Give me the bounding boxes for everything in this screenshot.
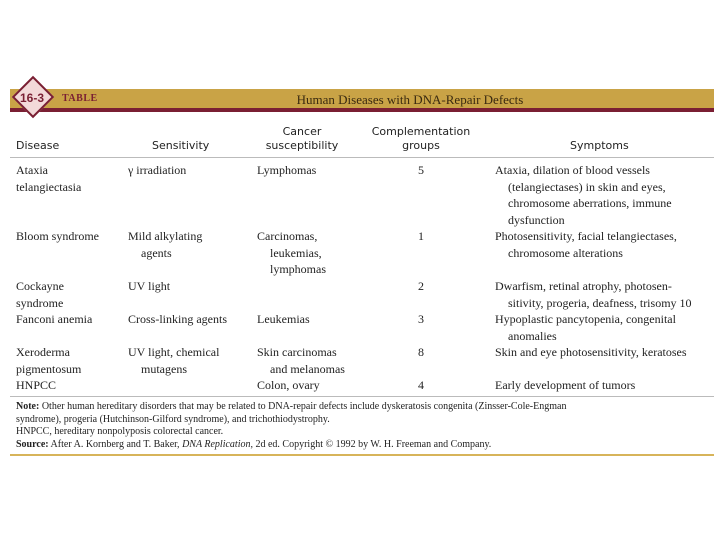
cell-line: Ataxia — [16, 163, 48, 177]
cell-line: Skin carcinomas — [257, 345, 337, 359]
cell-sensitivity — [128, 311, 227, 328]
cell-cancer — [257, 344, 345, 377]
cell-line: UV light — [128, 279, 171, 293]
cell-line: Leukemias — [257, 312, 310, 326]
cell-groups: 5 — [418, 163, 424, 177]
cell-disease — [16, 311, 92, 328]
cell-symptoms — [495, 377, 635, 394]
table-label: TABLE — [62, 93, 98, 104]
cell-sensitivity — [128, 162, 186, 179]
cell-line: Lymphomas — [257, 163, 317, 177]
cell-line: HNPCC — [16, 378, 57, 392]
cell-line: Skin and eye photosensitivity, keratoses — [495, 345, 687, 359]
cell-line: Dwarfism, retinal atrophy, photosen- — [495, 279, 672, 293]
cell-line: and melanomas — [270, 361, 345, 376]
col-symptoms: Symptoms — [570, 139, 629, 152]
cell-line: pigmentosum — [16, 361, 82, 376]
table-notes: Note: Other human hereditary disorders that may be related to DNA-repair defects include dyskeratosis congenita (Zinsser-Cole-Engman syndrome), progeria (Hutchinson-Gilford syndrome), and trichothiodystrophy. HNPCC, hereditary nonpolyposis colorectal cancer. Source: After A. Kornberg and T. Baker, DNA Replication, 2d ed. Copyright © 1992 by W. H. Freeman and Company. — [16, 401, 567, 450]
cell-disease — [16, 162, 81, 195]
cell-line: lymphomas — [270, 262, 326, 276]
cell-line: Cross-linking agents — [128, 312, 227, 326]
cell-line: agents — [141, 245, 172, 260]
cell-line: (telangiectases) in skin and eyes, — [508, 179, 666, 194]
table-number-badge: 16-3 — [12, 84, 52, 114]
cell-sensitivity — [128, 344, 219, 377]
col-cancer: Cancer susceptibility — [265, 125, 339, 152]
cell-disease — [16, 344, 81, 377]
cell-line: γ irradiation — [128, 163, 187, 177]
cell-line: Xeroderma — [16, 345, 70, 359]
cell-symptoms — [495, 278, 692, 311]
header-rule — [10, 157, 714, 158]
cell-line: Colon, ovary — [257, 378, 320, 392]
cell-line: mutagens — [141, 361, 187, 376]
cell-line: anomalies — [508, 328, 557, 343]
cell-groups: 1 — [418, 229, 424, 243]
cell-line: Carcinomas, — [257, 229, 318, 243]
cell-line: chromosome aberrations, immune — [508, 196, 672, 210]
col-sensitivity: Sensitivity — [152, 139, 210, 152]
cell-line: dysfunction — [508, 212, 565, 227]
cell-sensitivity — [128, 228, 202, 261]
table-title: Human Diseases with DNA-Repair Defects — [296, 92, 524, 107]
cell-line: Photosensitivity, facial telangiectases, — [495, 229, 677, 243]
cell-line: leukemias, — [270, 245, 322, 260]
cell-sensitivity — [128, 278, 170, 295]
cell-cancer — [257, 228, 326, 278]
col-groups: Complementation groups — [371, 125, 471, 152]
col-disease: Disease — [16, 139, 60, 152]
cell-cancer — [257, 377, 320, 394]
cell-line: Mild alkylating — [128, 229, 203, 243]
cell-line: syndrome — [16, 295, 64, 310]
cell-groups: 8 — [418, 345, 424, 359]
bottom-gold-rule — [10, 454, 714, 456]
cell-line: Ataxia, dilation of blood vessels — [495, 163, 650, 177]
cell-groups: 3 — [418, 312, 424, 326]
cell-symptoms — [495, 162, 672, 228]
cell-line: Early development of tumors — [495, 378, 636, 392]
cell-line: chromosome alterations — [508, 245, 623, 260]
cell-line: Hypoplastic pancytopenia, congenital — [495, 312, 676, 326]
cell-cancer — [257, 311, 310, 328]
cell-symptoms — [495, 228, 677, 261]
cell-line: Cockayne — [16, 279, 64, 293]
table-bottom-rule — [10, 396, 714, 397]
cell-symptoms — [495, 344, 687, 361]
cell-disease — [16, 377, 56, 394]
cell-line: UV light, chemical — [128, 345, 220, 359]
cell-symptoms — [495, 311, 676, 344]
cell-cancer — [257, 162, 316, 179]
cell-groups: 4 — [418, 378, 424, 392]
cell-line: Fanconi anemia — [16, 312, 93, 326]
cell-groups: 2 — [418, 279, 424, 293]
cell-line: telangiectasia — [16, 179, 82, 194]
cell-line: sitivity, progeria, deafness, trisomy 10 — [508, 295, 692, 310]
cell-line: Bloom syndrome — [16, 229, 99, 243]
cell-disease — [16, 278, 64, 311]
cell-disease — [16, 228, 99, 245]
